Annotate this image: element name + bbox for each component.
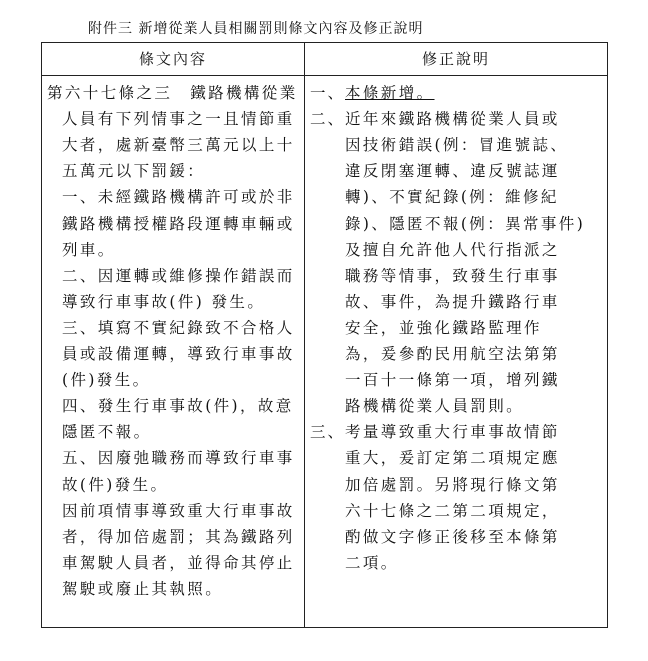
explanation-text-line: 因技術錯誤(例：冒進號誌、: [345, 136, 569, 155]
article-text-line: 因前項情事導致重大行車事故: [62, 501, 295, 520]
article-text-line: 四、發生行車事故(件)，故意: [62, 397, 294, 416]
article-text-line: 鐵路機構授權路段運轉車輛或: [62, 214, 295, 233]
article-text-line: 隱匿不報。: [62, 423, 152, 442]
article-text-line: 大者，處新臺幣三萬元以上十: [62, 136, 295, 155]
explanation-text-line: 一百十一條第一項，增列鐵: [345, 371, 560, 390]
explanation-text-line: 近年來鐵路機構從業人員或: [345, 110, 560, 129]
comparison-table: [41, 42, 608, 628]
explanation-text-line: 及擅自允許他人代行指派之: [345, 240, 560, 259]
explanation-text-line: 重大，爰訂定第二項規定應: [345, 449, 560, 468]
explanation-text-line: 錄)、隱匿不報(例：異常事件): [345, 214, 586, 233]
article-text-line: 一、未經鐵路機構許可或於非: [62, 188, 295, 207]
article-text-line: 駕駛或廢止其執照。: [62, 579, 224, 598]
explanation-text-line: 本條新增。: [345, 84, 435, 102]
explanation-text-line: 酌做文字修正後移至本條第: [345, 527, 560, 546]
article-text-line: 者，得加倍處罰；其為鐵路列: [62, 527, 295, 546]
explanation-text-line: 違反閉塞運轉、違反號誌運: [345, 162, 560, 181]
explanation-item-number: 一、: [310, 84, 346, 102]
explanation-text-line: 為，爰參酌民用航空法第第: [345, 345, 560, 363]
article-text-line: 車駕駛人員者，並得命其停止: [62, 553, 295, 572]
article-text-line: 二、因運轉或維修操作錯誤而: [62, 266, 295, 285]
header-amendment-explanation: 修正說明: [421, 50, 490, 68]
explanation-text-line: 加倍處罰。另將現行條文第: [345, 475, 560, 494]
article-text-line: 五萬元以下罰鍰：: [62, 162, 206, 181]
explanation-text-line: 職務等情事，致發生行車事: [345, 266, 560, 285]
header-article-content: 條文內容: [138, 50, 207, 68]
article-text-line: 人員有下列情事之一且情節重: [62, 110, 295, 129]
explanation-text-line: 考量導致重大行車事故情節: [345, 423, 560, 442]
column-divider: [304, 43, 305, 627]
article-text-line: 五、因廢弛職務而導致行車事: [62, 449, 295, 468]
article-text-line: 第六十七條之三 鐵路機構從業: [47, 84, 298, 102]
explanation-item-number: 二、: [310, 110, 346, 129]
header-divider: [42, 75, 607, 76]
explanation-text-line: 故、事件，為提升鐵路行車: [345, 292, 560, 311]
explanation-text-line: 安全，並強化鐵路監理作: [345, 318, 542, 337]
document-caption: 附件三 新增從業人員相關罰則條文內容及修正說明: [88, 21, 424, 37]
explanation-text-line: 路機構從業人員罰則。: [345, 397, 525, 416]
article-text-line: (件)發生。: [62, 371, 151, 390]
article-text-line: 導致行車事故(件) 發生。: [62, 292, 266, 311]
explanation-text-line: 轉)、不實紀錄(例：維修紀: [345, 188, 559, 207]
article-text-line: 員或設備運轉，導致行車事故: [62, 345, 295, 363]
article-text-line: 三、填寫不實紀錄致不合格人: [62, 318, 295, 337]
explanation-text-line: 二項。: [345, 553, 399, 572]
explanation-item-number: 三、: [310, 423, 346, 442]
explanation-text-line: 六十七條之二第二項規定，: [345, 501, 560, 520]
article-text-line: 故(件)發生。: [62, 475, 169, 494]
article-text-line: 列車。: [62, 240, 116, 259]
